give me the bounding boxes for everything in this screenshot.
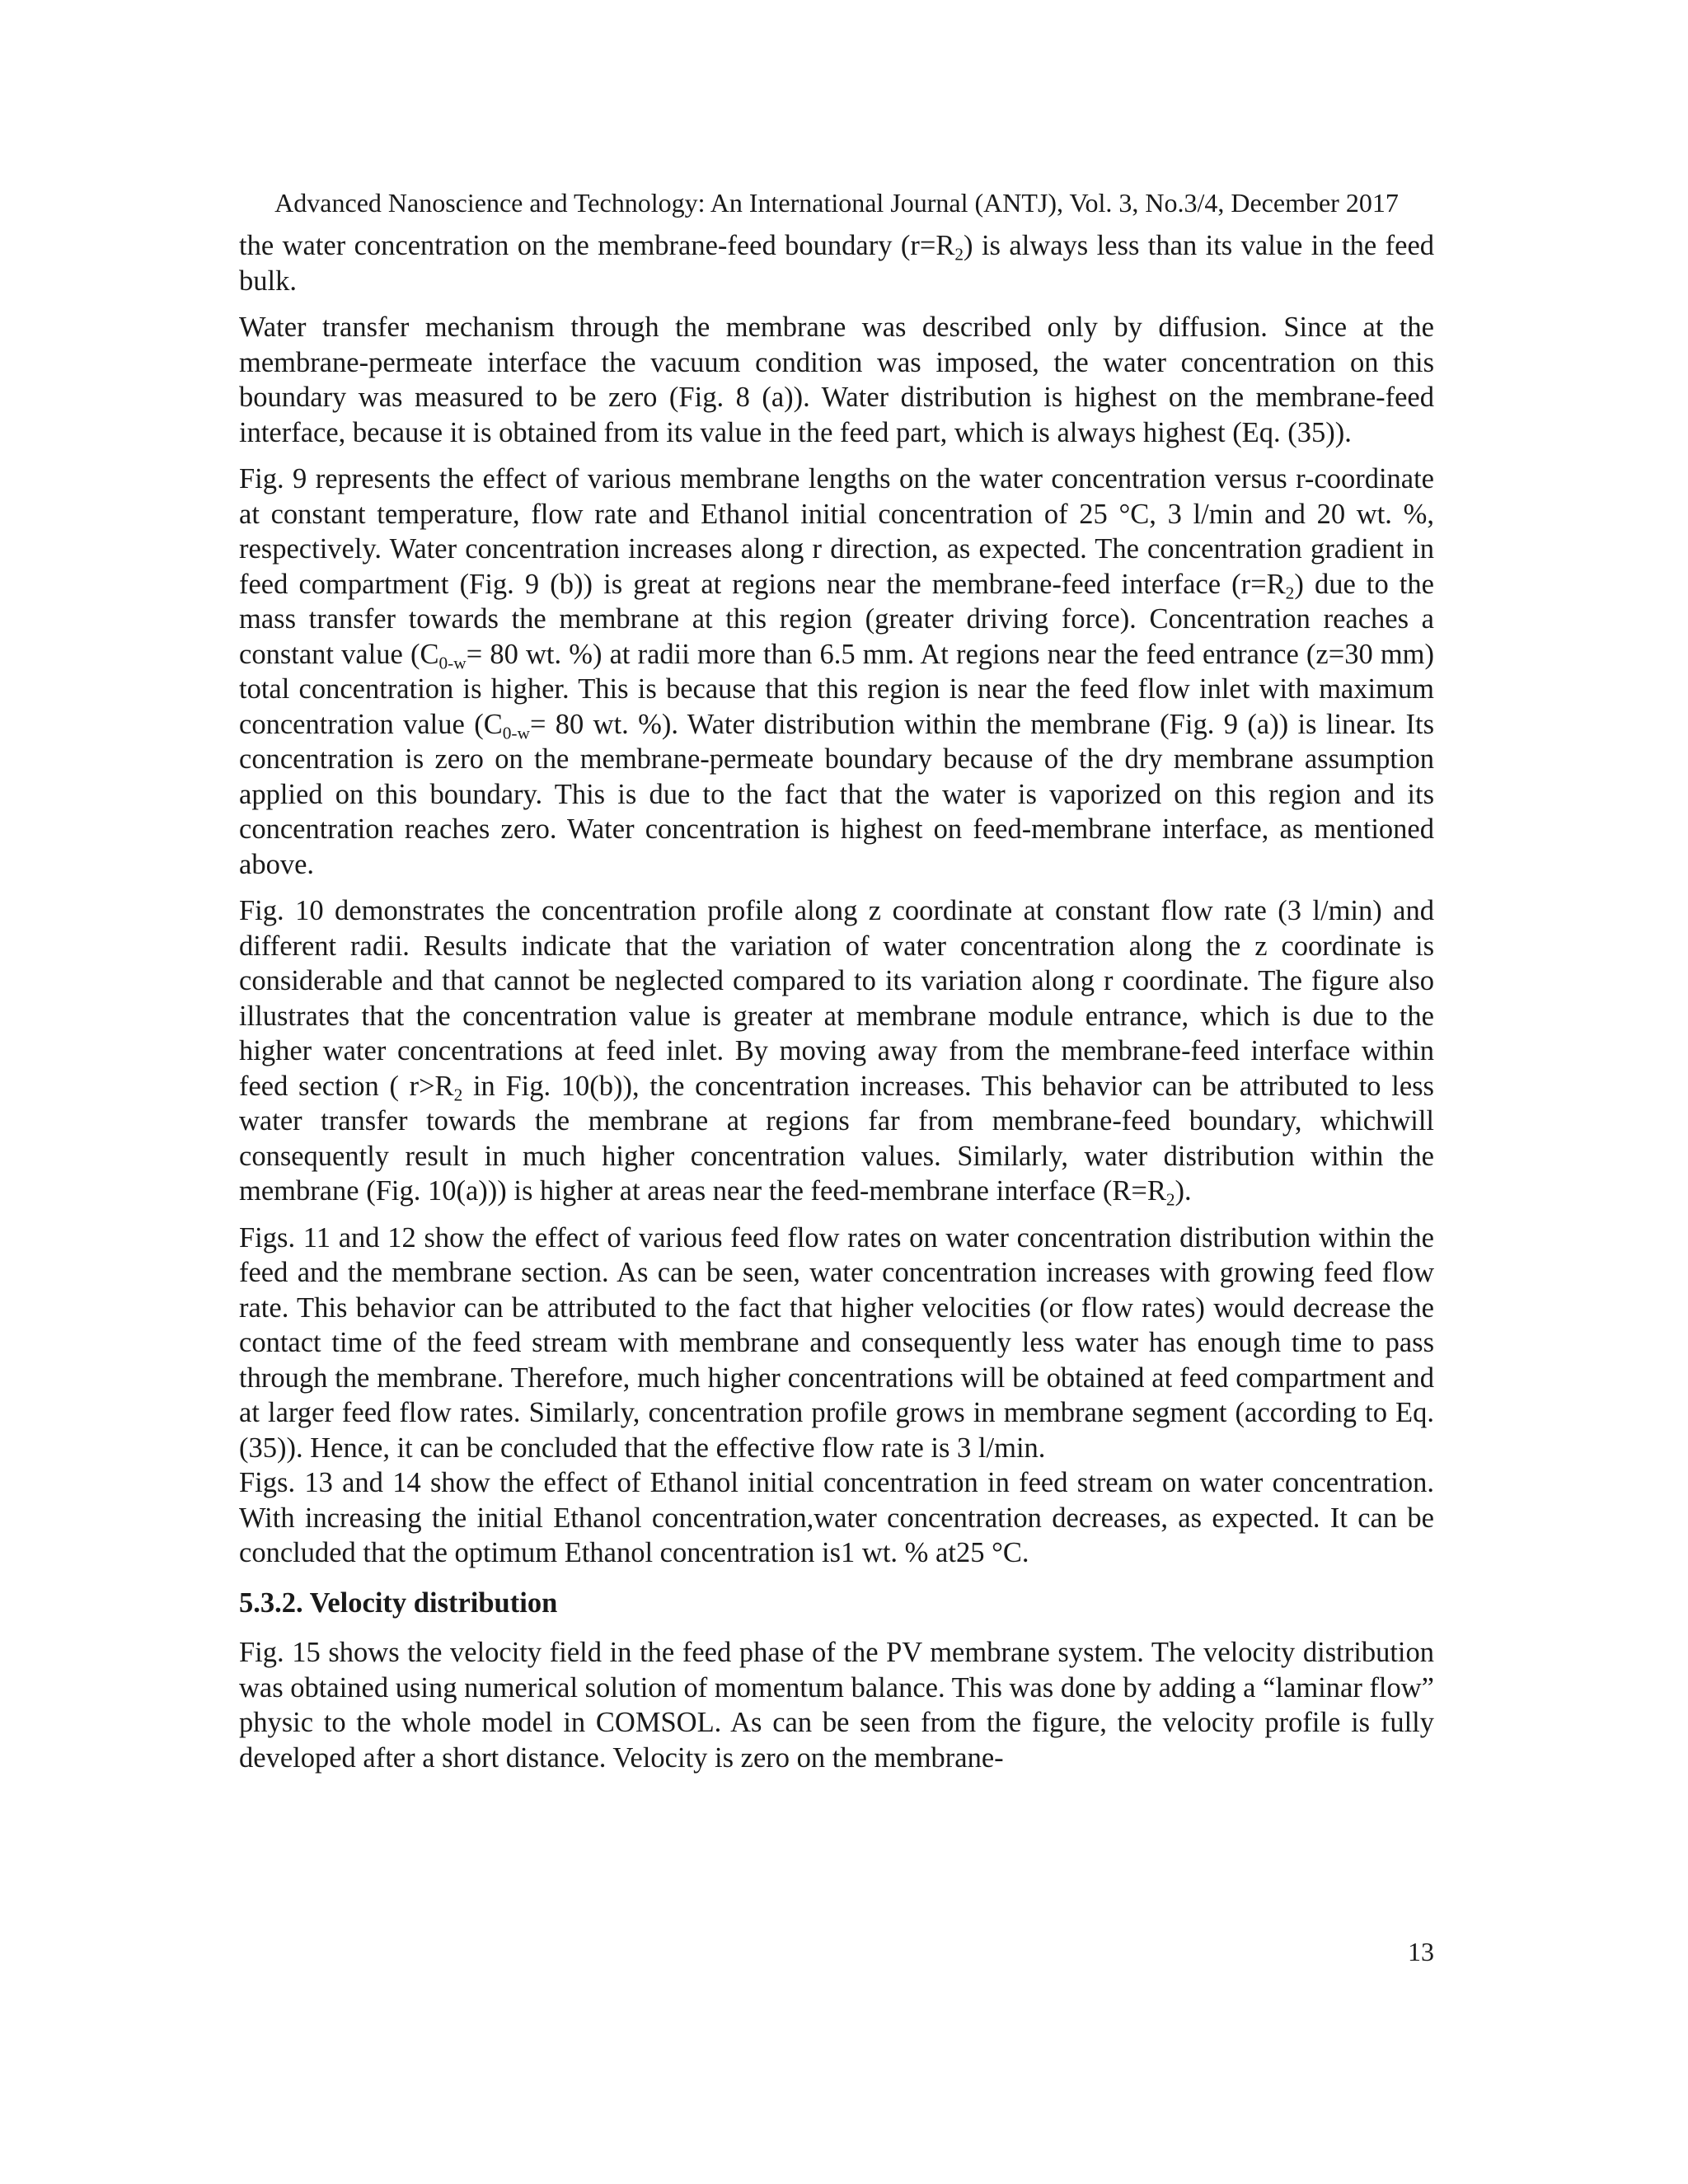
text-span: ). bbox=[1175, 1175, 1192, 1207]
paragraph-2: Water transfer mechanism through the membrane was described only by diffusion. Since at the membrane-permeate interface the vacuum condition was imposed, the water concentration on this boundary was measured to be zero (Fig. 8 (a)). Water distribution is highest on the membrane-feed interface, because it is obtained from its value in the feed part, which is always highest (Eq. (35)). bbox=[239, 312, 1434, 448]
text-span: Fig. 10 demonstrates the concentration profile along z coordinate at constant flow rate (3 l/min) and different radii. Results indicate that the variation of water concentration along the z coordinate is considerable and that cannot be neglected compared to its variation along r coordinate. The figure also illustrates that the concentration value is greater at membrane module entrance, which is due to the higher water concentrations at feed inlet. By moving away from the membrane-feed interface within feed section ( r>R bbox=[239, 895, 1434, 1102]
text-span: the water concentration on the membrane-feed boundary (r=R bbox=[239, 230, 955, 261]
text-span: Fig. 9 represents the effect of various membrane lengths on the water concentration versus r-coordinate at constant temperature, flow rate and Ethanol initial concentration of 25 °C, 3 l/min and 20 wt. %, respectively. Water concentration increases along r direction, as expected. The concentration gradient in feed compartment (Fig. 9 (b)) is great at regions near the membrane-feed interface (r=R bbox=[239, 463, 1434, 600]
subscript: 2 bbox=[453, 1084, 463, 1104]
paragraph-4 bbox=[239, 893, 1434, 1209]
subscript: 0-w bbox=[502, 722, 530, 743]
paragraph-1 bbox=[239, 228, 1434, 298]
text-span: ) is always less than its value in the feed bulk. bbox=[239, 230, 1435, 297]
paragraph-7: Fig. 15 shows the velocity field in the feed phase of the PV membrane system. The velocity distribution was obtained using numerical solution of momentum balance. This was done by adding a “laminar flow” physic to the whole model in COMSOL. As can be seen from the figure, the velocity profile is fully developed after a short distance. Velocity is zero on the membrane- bbox=[239, 1637, 1434, 1774]
subscript: 2 bbox=[954, 244, 964, 265]
section-heading: 5.3.2. Velocity distribution bbox=[239, 1586, 558, 1619]
text-span: in Fig. 10(b)), the concentration increases. This behavior can be attributed to less water transfer towards the membrane at regions far from membrane-feed boundary, whichwill consequently result in much higher concentration values. Similarly, water distribution within the membrane (Fig. 10(a))) is higher at areas near the feed-membrane interface (R=R bbox=[239, 1070, 1434, 1207]
subscript: 0-w bbox=[438, 652, 467, 673]
subscript: 2 bbox=[1285, 582, 1295, 602]
subscript: 2 bbox=[1165, 1189, 1175, 1210]
paragraph-5: Figs. 11 and 12 show the effect of various feed flow rates on water concentration distribution within the feed and the membrane section. As can be seen, water concentration increases with growing feed flow rate. This behavior can be attributed to the fact that higher velocities (or flow rates) would decrease the contact time of the feed stream with membrane and consequently less water has enough time to pass through the membrane. Therefore, much higher concentrations will be obtained at feed compartment and at larger feed flow rates. Similarly, concentration profile grows in membrane segment (according to Eq. (35)). Hence, it can be concluded that the effective flow rate is 3 l/min. bbox=[239, 1221, 1434, 1464]
page-number: 13 bbox=[1408, 1937, 1434, 1966]
text-span: = 80 wt. %). Water distribution within the membrane (Fig. 9 (a)) is linear. Its concentration is zero on the membrane-permeate boundary because of the dry membrane assumption applied on this boundary. This is due to the fact that the water is vaporized on this region and its concentration reaches zero. Water concentration is highest on feed-membrane interface, as mentioned above. bbox=[239, 708, 1434, 880]
paragraph-6: Figs. 13 and 14 show the effect of Ethanol initial concentration in feed stream on water concentration. With increasing the initial Ethanol concentration,water concentration decreases, as expected. It can be concluded that the optimum Ethanol concentration is1 wt. % at25 °C. bbox=[239, 1467, 1434, 1568]
paragraph-3 bbox=[239, 462, 1434, 882]
text-span: ) due to the mass transfer towards the membrane at this region (greater driving force). Concentration reaches a constant value (C bbox=[239, 568, 1434, 670]
running-header: Advanced Nanoscience and Technology: An International Journal (ANTJ), Vol. 3, No.3/4, December 2017 bbox=[274, 188, 1399, 218]
page-body bbox=[239, 185, 1434, 1775]
text-span: = 80 wt. %) at radii more than 6.5 mm. At regions near the feed entrance (z=30 mm) total concentration is higher. This is because that this region is near the feed flow inlet with maximum concentration value (C bbox=[239, 638, 1434, 740]
